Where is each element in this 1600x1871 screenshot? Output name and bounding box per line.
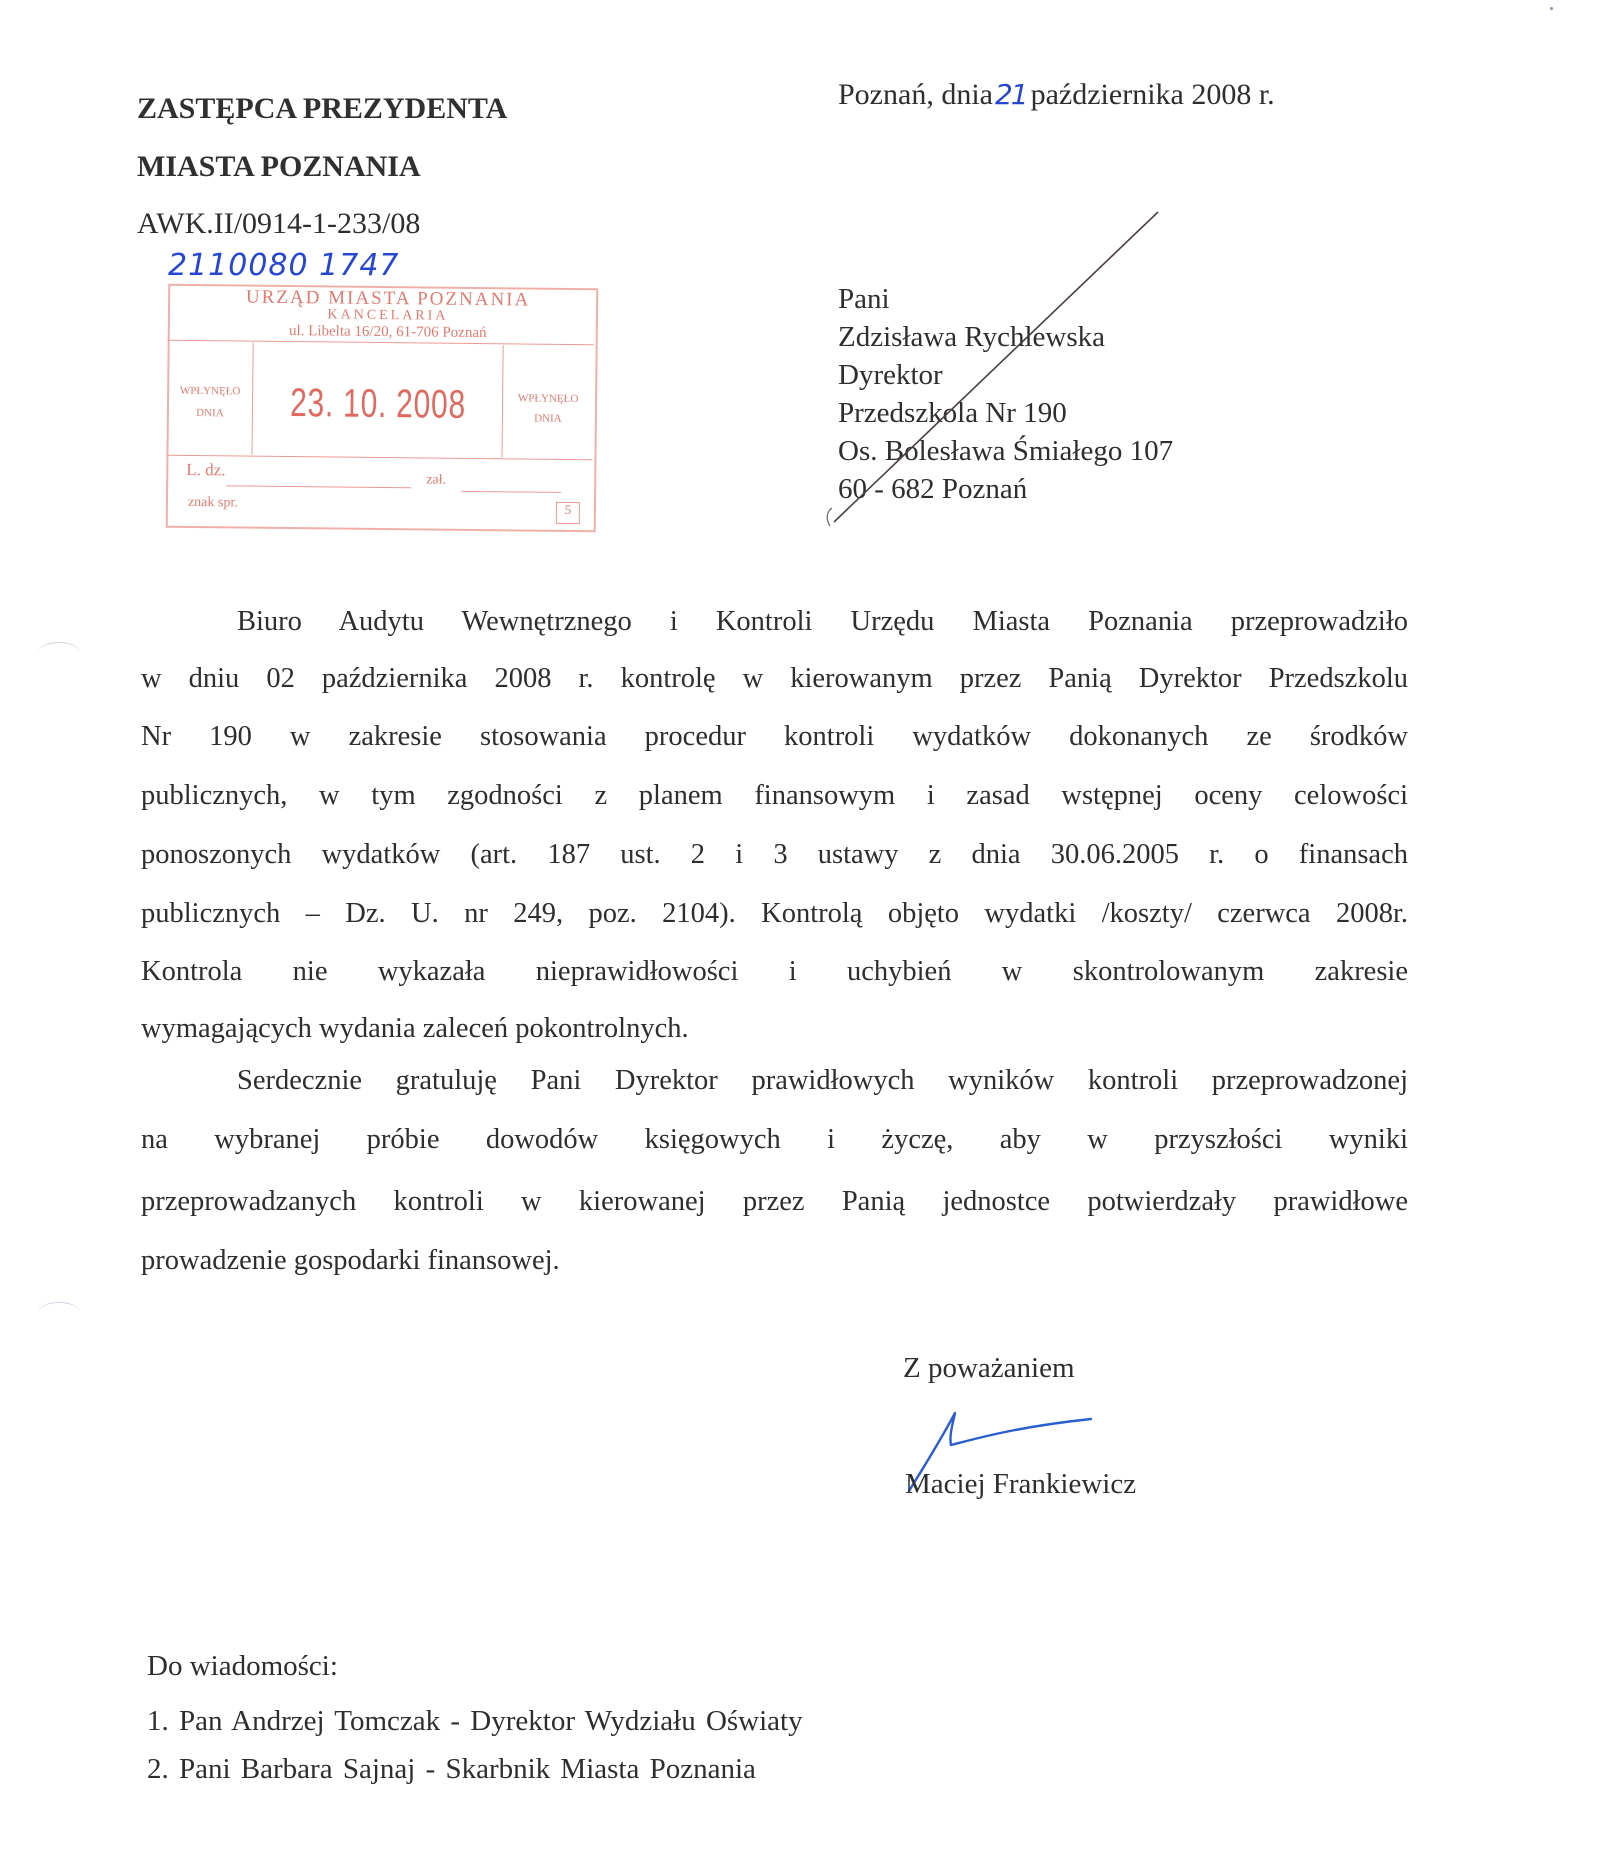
body-text-line: Serdecznie gratuluję Pani Dyrektor prawidłowych wyników kontroli przeprowadzonej	[237, 1065, 1408, 1096]
recipient-street: Os. Bolesława Śmiałego 107	[838, 435, 1174, 467]
body-text-line: przeprowadzanych kontroli w kierowanej przez Panią jednostce potwierdzały prawidłowe	[141, 1186, 1408, 1217]
cc-item: 2. Pani Barbara Sajnaj - Skarbnik Miasta Poznania	[147, 1753, 756, 1785]
stamp-received-label-right: WPŁYNĘŁO DNIA	[517, 392, 579, 425]
received-stamp	[166, 280, 599, 534]
punch-hole-mark	[38, 642, 80, 663]
stamp-office: URZĄD MIASTA POZNANIA	[245, 286, 531, 311]
signatory-name: Maciej Frankiewicz	[905, 1468, 1137, 1500]
date-suffix: października 2008 r.	[1030, 78, 1275, 111]
stamp-received-label-left: WPŁYNĘŁO DNIA	[179, 384, 241, 420]
stamp-ref-label: L. dz.	[186, 459, 226, 480]
body-text-line: publicznych – Dz. U. nr 249, poz. 2104). Kontrolą objęto wydatki /koszty/ czerwca 2008r.	[141, 898, 1408, 929]
recipient-city: 60 - 682 Poznań	[838, 473, 1028, 505]
stamp-box-mark: 5	[564, 501, 572, 517]
handwritten-registry-number: 2110080 1747	[168, 248, 400, 283]
salutation-text: Pani	[838, 283, 890, 315]
body-text-line: Kontrola nie wykazała nieprawidłowości i uchybień w skontrolowanym zakresie	[141, 956, 1408, 987]
punch-hole-mark	[38, 1302, 80, 1323]
stamp-attachments-label: zał.	[426, 472, 447, 488]
body-text-line: na wybranej próbie dowodów księgowych i życzę, aby w przyszłości wyniki	[141, 1124, 1408, 1155]
pen-strike-line	[820, 200, 1180, 540]
recipient-position: Dyrektor	[838, 359, 943, 391]
handwritten-day: 21	[994, 78, 1027, 111]
scan-speck	[1550, 7, 1553, 10]
sender-title-line2: MIASTA POZNANIA	[137, 150, 421, 183]
recipient-institution: Przedszkola Nr 190	[838, 397, 1067, 429]
stamp-address: ul. Libelta 16/20, 61-706 Poznań	[288, 323, 487, 342]
stamp-department: KANCELARIA	[327, 307, 449, 324]
recipient-name: Zdzisława Rychlewska	[838, 321, 1106, 353]
body-text-line: ponoszonych wydatków (art. 187 ust. 2 i 3 ustawy z dnia 30.06.2005 r. o finansach	[141, 839, 1408, 870]
cc-item: 1. Pan Andrzej Tomczak - Dyrektor Wydziału Oświaty	[147, 1705, 803, 1737]
body-text-line: wymagających wydania zaleceń pokontrolnych.	[141, 1013, 689, 1044]
sender-title-line1: ZASTĘPCA PREZYDENTA	[137, 92, 508, 125]
body-text-line: w dniu 02 października 2008 r. kontrolę w kierowanym przez Panią Dyrektor Przedszkolu	[141, 663, 1408, 694]
cc-heading: Do wiadomości:	[147, 1650, 338, 1682]
stamp-received-date: 23. 10. 2008	[289, 381, 467, 427]
body-text-line: Biuro Audytu Wewnętrznego i Kontroli Urzędu Miasta Poznania przeprowadziło	[237, 606, 1408, 637]
body-text-line: prowadzenie gospodarki finansowej.	[141, 1245, 560, 1276]
body-text-line: publicznych, w tym zgodności z planem finansowym i zasad wstępnej oceny celowości	[141, 780, 1408, 811]
date-line	[838, 78, 1275, 112]
reference-number: AWK.II/0914-1-233/08	[137, 207, 421, 240]
closing-greeting: Z poważaniem	[903, 1352, 1075, 1384]
stamp-case-label: znak spr.	[187, 494, 238, 511]
date-prefix: Poznań, dnia	[838, 78, 993, 111]
body-text-line: Nr 190 w zakresie stosowania procedur kontroli wydatków dokonanych ze środków	[141, 721, 1408, 752]
